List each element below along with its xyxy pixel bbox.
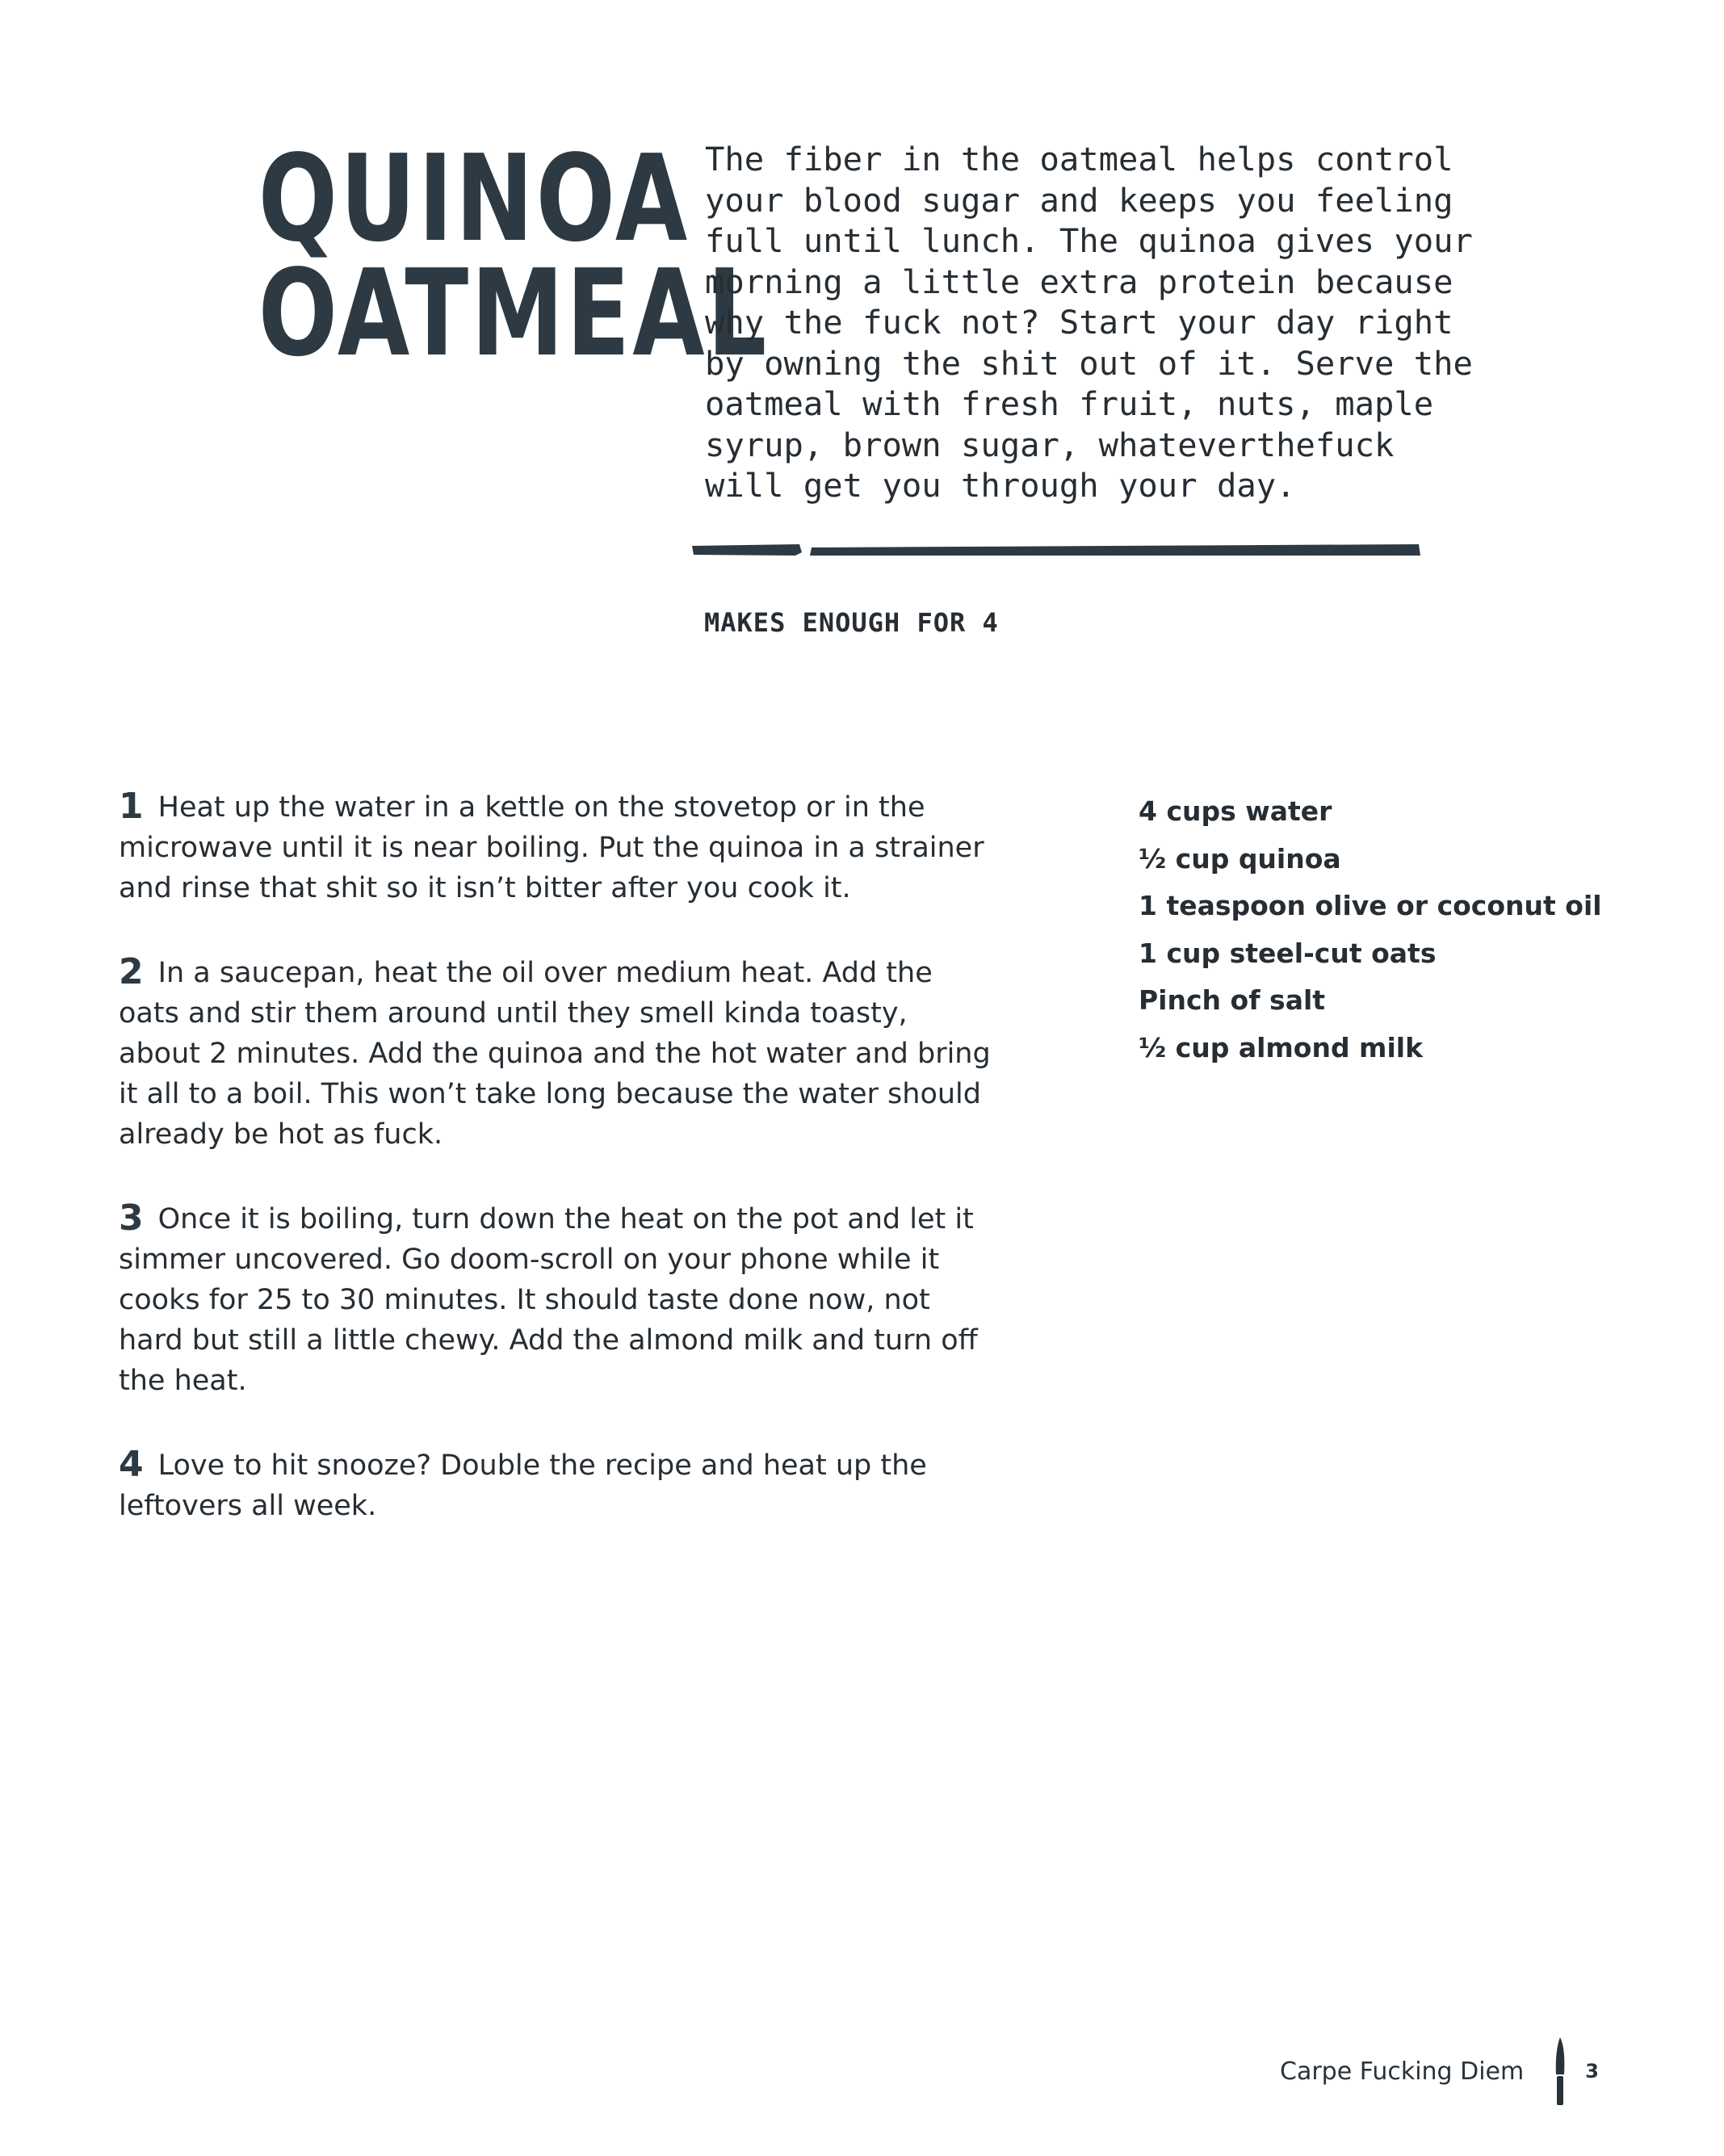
step-text: In a saucepan, heat the oil over medium heat. Add the oats and stir them around until they smell kinda toasty, about 2 minutes. Add the quinoa and the hot water and bring it all to a boil. This won’t take long because the water should already be hot as fuck. [119,957,991,1151]
recipe-intro: The fiber in the oatmeal helps control your blood sugar and keeps you feeling full until lunch. The quinoa gives your morning a little extra protein because why the fuck not? Start your day right by owning the shit out of it. Serve the oatmeal with fresh fruit, nuts, maple syrup, brown sugar, whateverthefuck will get you through your day. [705,140,1473,505]
title-line-1: QUINOA [258,129,690,268]
ingredients-list [1139,788,1602,1072]
step-text: Heat up the water in a kettle on the stovetop or in the microwave until it is near boiling. Put the quinoa in a strainer and rinse that shit so it isn’t bitter after you cook it. [119,791,984,904]
brush-divider [690,541,1421,559]
ingredient-item: 1 teaspoon olive or coconut oil [1139,890,1602,921]
knife-icon [1553,2037,1567,2105]
step-text: Love to hit snooze? Double the recipe and heat up the leftovers all week. [119,1449,927,1522]
book-title: Carpe Fucking Diem [1280,2057,1525,2086]
step-number: 1 [119,786,144,827]
step-text: Once it is boiling, turn down the heat on the pot and let it simmer uncovered. Go doom-scroll on your phone while it cooks for 25 to 30 minutes. It should taste done now, not hard but still a little chewy. Add the almond milk and turn off the heat. [119,1203,978,1397]
ingredient-item: ½ cup almond milk [1139,1031,1424,1063]
step-2 [119,950,991,1155]
title-line-2: OATMEAL [258,244,770,383]
ingredient-item: 1 cup steel-cut oats [1139,937,1437,969]
step-4 [119,1443,991,1526]
step-number: 4 [119,1444,144,1485]
page-number: 3 [1585,2060,1599,2083]
recipe-title [153,129,770,383]
steps-list [119,785,991,1568]
step-1 [119,785,991,908]
step-number: 3 [119,1198,144,1239]
step-3 [119,1197,991,1401]
ingredient-item: Pinch of salt [1139,984,1326,1016]
page-footer [1280,2043,1599,2099]
serves-label: MAKES ENOUGH FOR 4 [704,607,999,638]
ingredient-item: ½ cup quinoa [1139,842,1341,875]
ingredient-item: 4 cups water [1139,795,1332,827]
step-number: 2 [119,951,144,992]
